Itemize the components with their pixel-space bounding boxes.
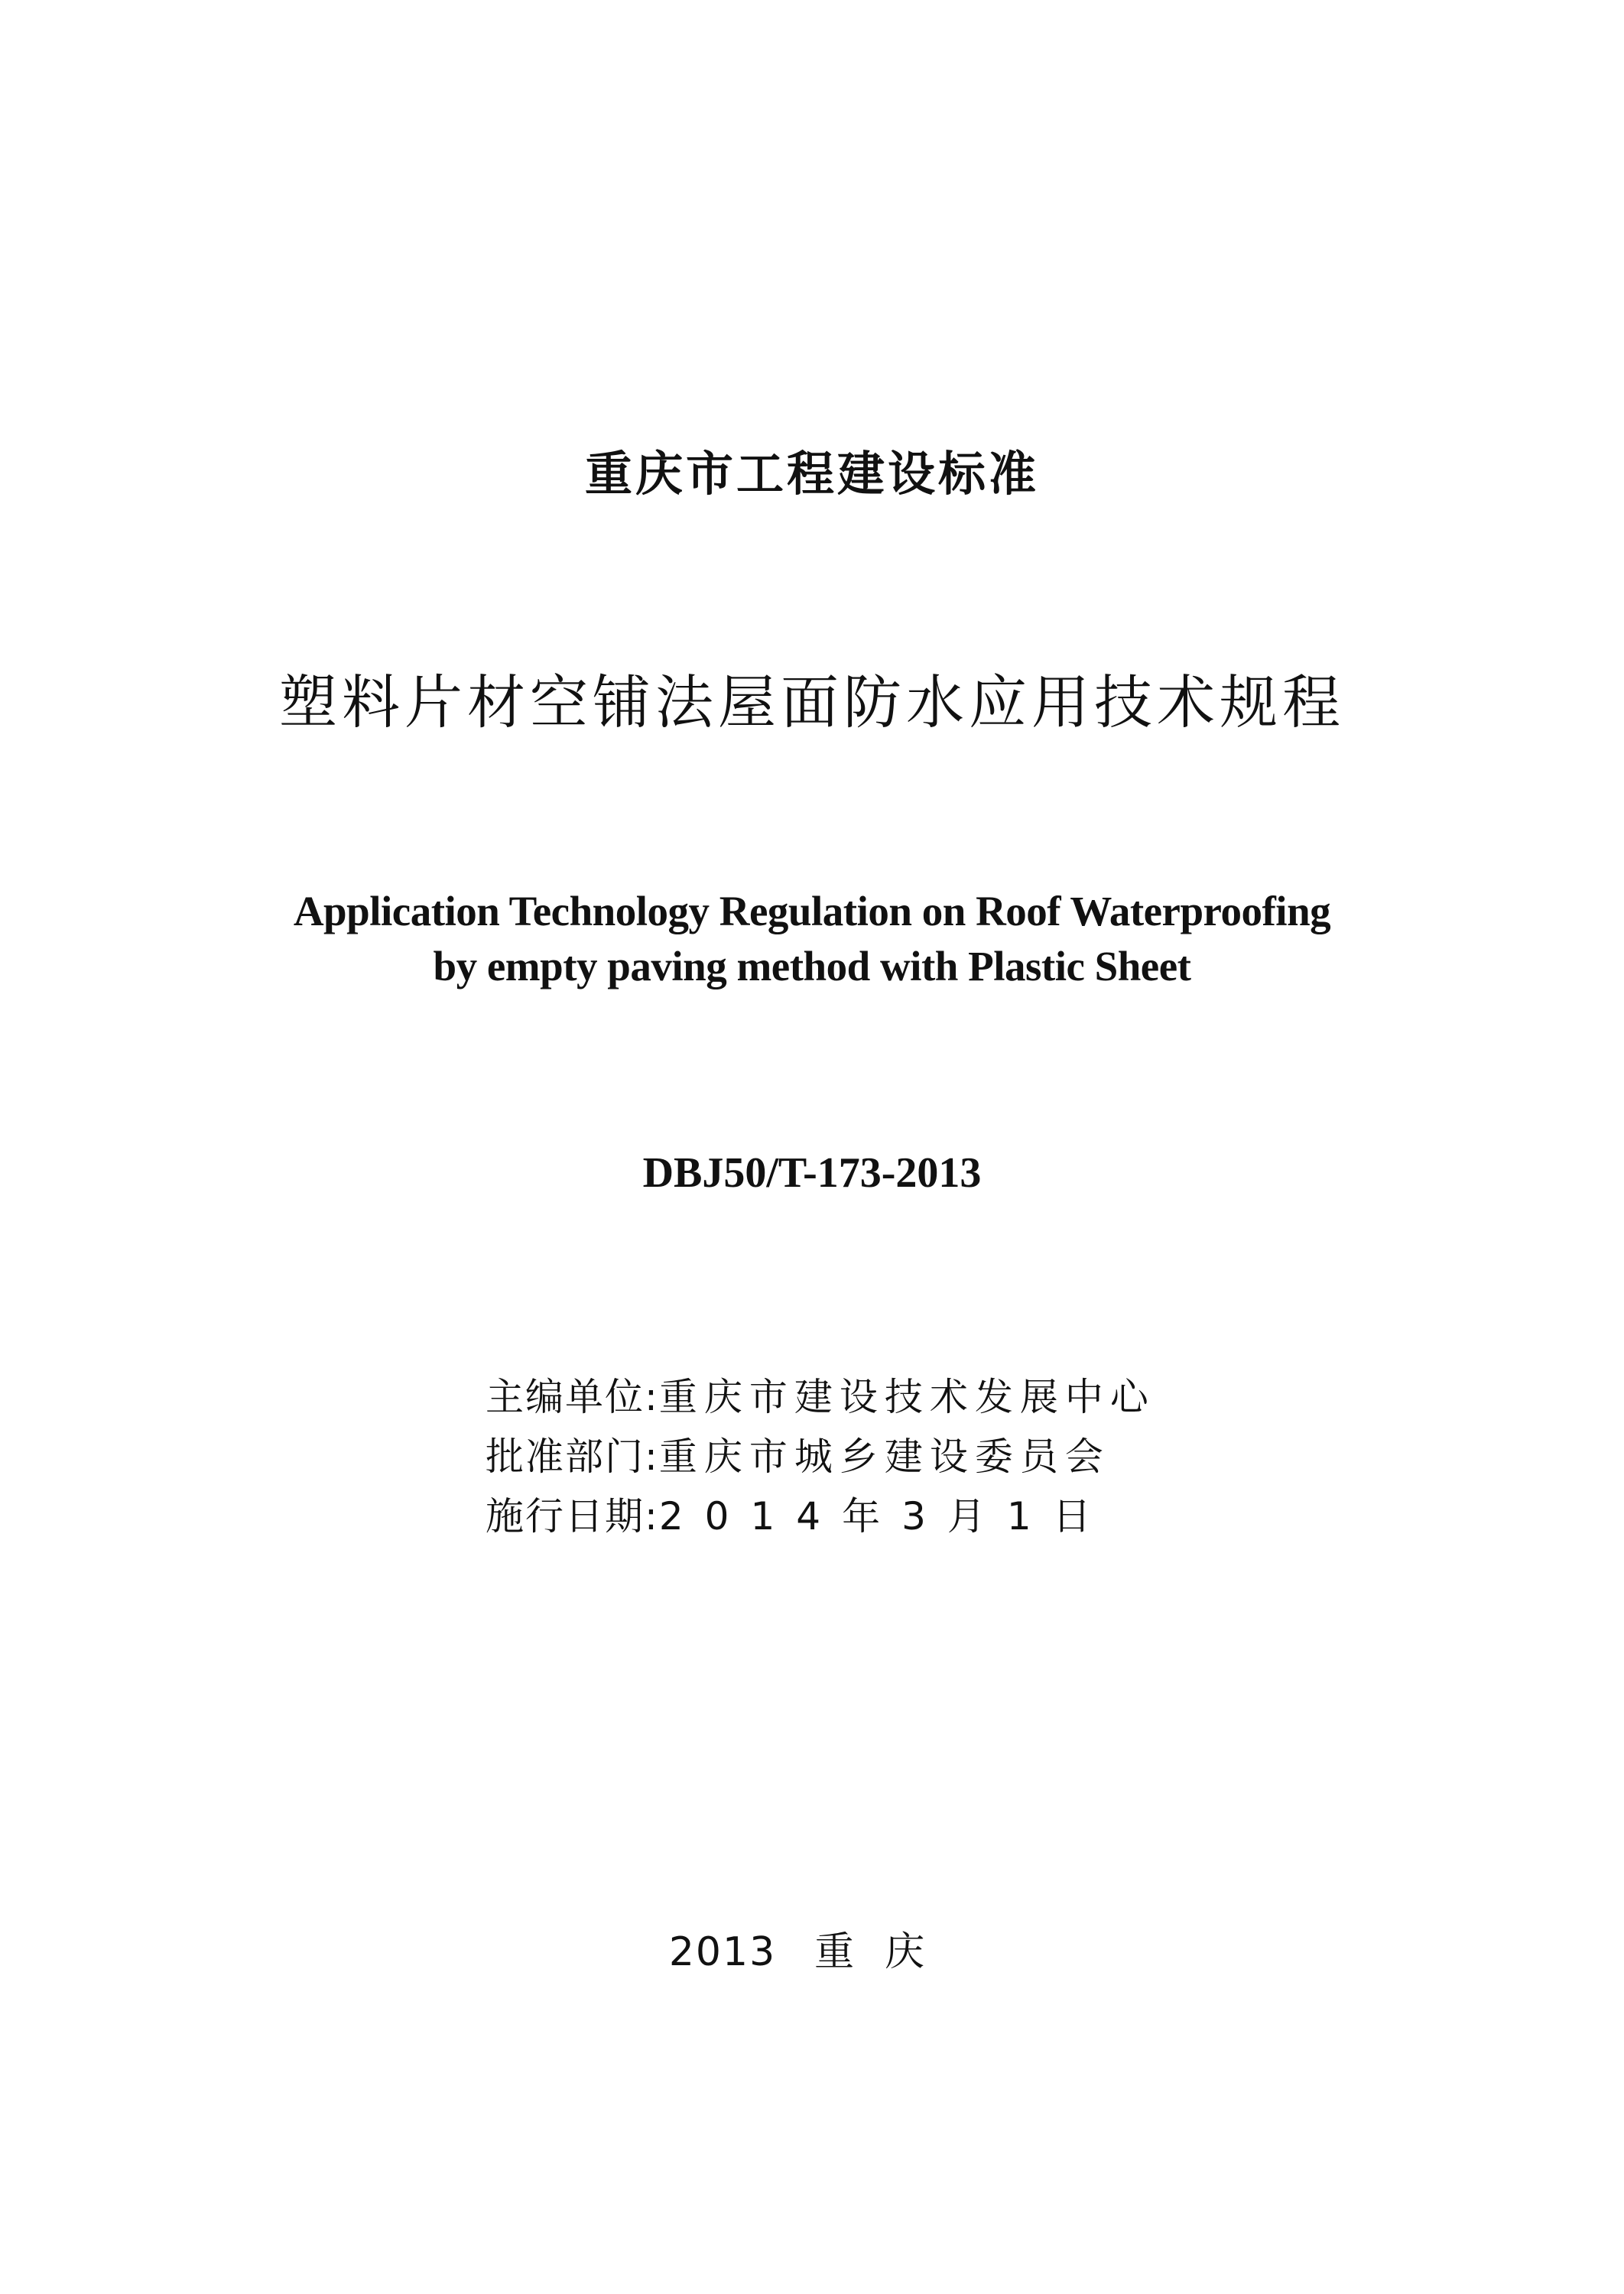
info-label: 批准部门: (486, 1435, 659, 1479)
english-title-line-1: Application Technology Regulation on Roof Waterproofing (293, 888, 1331, 934)
chinese-title: 塑料片材空铺法屋面防水应用技术规程 (279, 668, 1345, 736)
info-value: 2014年3月1日 (658, 1494, 1112, 1539)
standard-series-title: 重庆市工程建设标准 (584, 446, 1039, 502)
info-value: 重庆市建设技术发展中心 (658, 1375, 1155, 1419)
info-block (486, 1367, 1174, 1546)
footer-year: 2013 (668, 1929, 777, 1975)
footer-imprint (0, 1919, 1624, 1977)
info-label: 施行日期: (486, 1494, 659, 1539)
english-title-line-2: by empty paving method with Plastic Sheet (433, 943, 1191, 989)
info-value: 重庆市城乡建设委员会 (658, 1435, 1110, 1479)
info-row-editor (486, 1367, 1174, 1427)
info-label: 主编单位: (486, 1375, 659, 1419)
standard-code: DBJ50/T-173-2013 (642, 1149, 982, 1197)
footer-city: 重庆 (814, 1929, 956, 1975)
info-row-approval (486, 1427, 1174, 1487)
info-row-effective-date (486, 1487, 1174, 1546)
